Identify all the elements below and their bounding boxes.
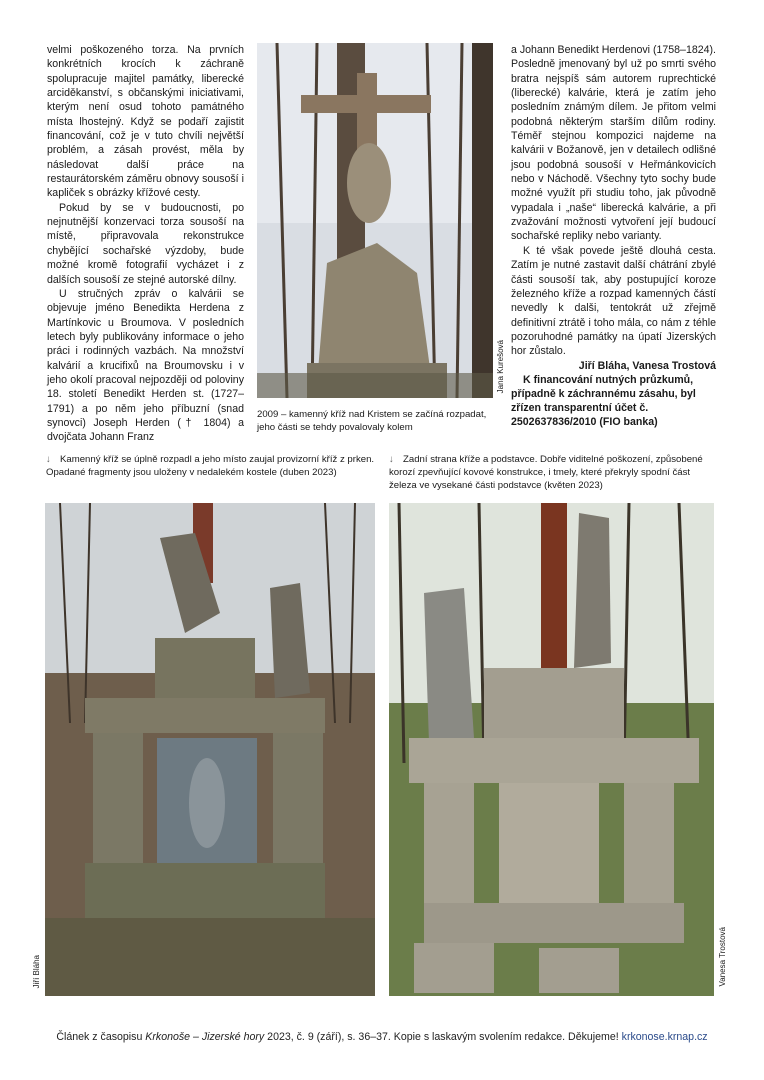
paragraph: K té však povede ještě dlouhá cesta. Zatím je nutné zastavit další chátrání zbylé části sousoší tak, aby postupující koroze železného kříže a rozpad kamenných částí nevedly k dalši, tentokrát už zřejmě definitivní ztrátě i toho mála, co nám z téhle pozoruhodné památky na úpatí Jizerských hor zůstalo. — [511, 244, 716, 358]
arrow-down-icon: ↓ — [46, 454, 51, 465]
photo-credit: Jiří Bláha — [32, 955, 41, 989]
article-column-right — [511, 43, 716, 429]
funding-note: K financování nutných průzkumů, případně k záchrannému zásahu, byl zřízen transparentní účet č. 2502637836/2010 (FIO banka) — [511, 373, 696, 428]
paragraph: a Johann Benedikt Herdenovi (1758–1824). Posledně jmenovaný byl už po smrti svého bratra nejspíš sám autorem ruprechtické (liberecké) kalvárie, která je zatím jeho posledním známým dílem. Je přitom velmi podobná některým starším dílům rodiny. Téměř stejnou kompozici najdeme na kalvárii v Božanově, jen v detailech odlišné jsou podobná sousoší v Heřmánkovicích nebo v Náchodě. Všechny tyto sochy bude možné využít při studiu toho, jak původně vypadala i „naše“ liberecká kalvárie, a při zvažování možnosti vytvoření její budoucí sochařské repliky nebo varianty. — [511, 44, 716, 243]
journal-title: Krkonoše – Jizerské hory — [145, 1031, 265, 1043]
paragraph: U stručných zpráv o kalvárii se objevuje jméno Benedikta Herdena z Martínkovic u Broumova. V posledních letech byly publikovány informace o jeho práci i rodinných vazbách. Na množství kalvárií a krucifixů na Broumovsku i v jeho okolí pracoval nejpozději od poloviny 18. století Benedikt Herden st. (1727–1791) a po něm jeho příbuzní (snad synovci) Joseph Herden († 1804) a dvojčata Johann Franz — [47, 287, 244, 444]
paragraph: velmi poškozeného torza. Na prvních konkrétních krocích k záchraně spolupracuje majitel památky, liberecké arciděkanství, s občanskými iniciativami, kterým není osud tohoto památného místa lhostejný. Když se podaří zajistit financování, což je v tuto chvíli největší problém, a zásah provést, měla by následovat další práce na restaurátorském záměru obnovy sousoší i kapliček s obrázky křížové cesty. — [47, 44, 244, 200]
author-signature: Jiří Bláha, Vanesa Trostová — [578, 359, 716, 372]
website-link[interactable]: krkonose.krnap.cz — [621, 1031, 708, 1043]
photo-calvary-back-2023 — [389, 503, 714, 996]
photo-calvary-front-2023 — [45, 503, 375, 996]
article-column-left — [47, 43, 244, 445]
photo-credit: Jana Kurešová — [496, 340, 505, 394]
photo-caption-left: ↓ Kamenný kříž se úplně rozpadl a jeho místo zaujal provizorní kříž z prken. Opadané fragmenty jsou uloženy v nedalekém kostele (duben 2023) — [46, 454, 375, 478]
photo-caption-right: ↓ Zadní strana kříže a podstavce. Dobře viditelné poškození, způsobené korozí zpevňující kovové konstrukce, i tmely, které překryly spodní část železa ve vysekané části podstavce (květen 2023) — [389, 454, 703, 491]
paragraph: Pokud by se v budoucnosti, po nejnutnější konzervaci torza sousoší na místě, připravovala rekonstrukce chybějící sochařské výzdoby, bude možné kromě fotografií vycházet i z dalších sousoší ze stejné autorské dílny. — [47, 201, 244, 286]
photo-cross-2009 — [257, 43, 493, 398]
arrow-down-icon: ↓ — [389, 454, 394, 465]
photo-credit: Vanesa Trostová — [718, 927, 727, 987]
photo-caption-top: 2009 – kamenný kříž nad Kristem se začíná rozpadat, jeho části se tehdy povalovaly kolem — [257, 409, 487, 433]
footer-note: Článek z časopisu Krkonoše – Jizerské hory 2023, č. 9 (září), s. 36–37. Kopie s laskavým svolením redakce. Děkujeme! krkonose.krnap.cz — [56, 1031, 708, 1043]
